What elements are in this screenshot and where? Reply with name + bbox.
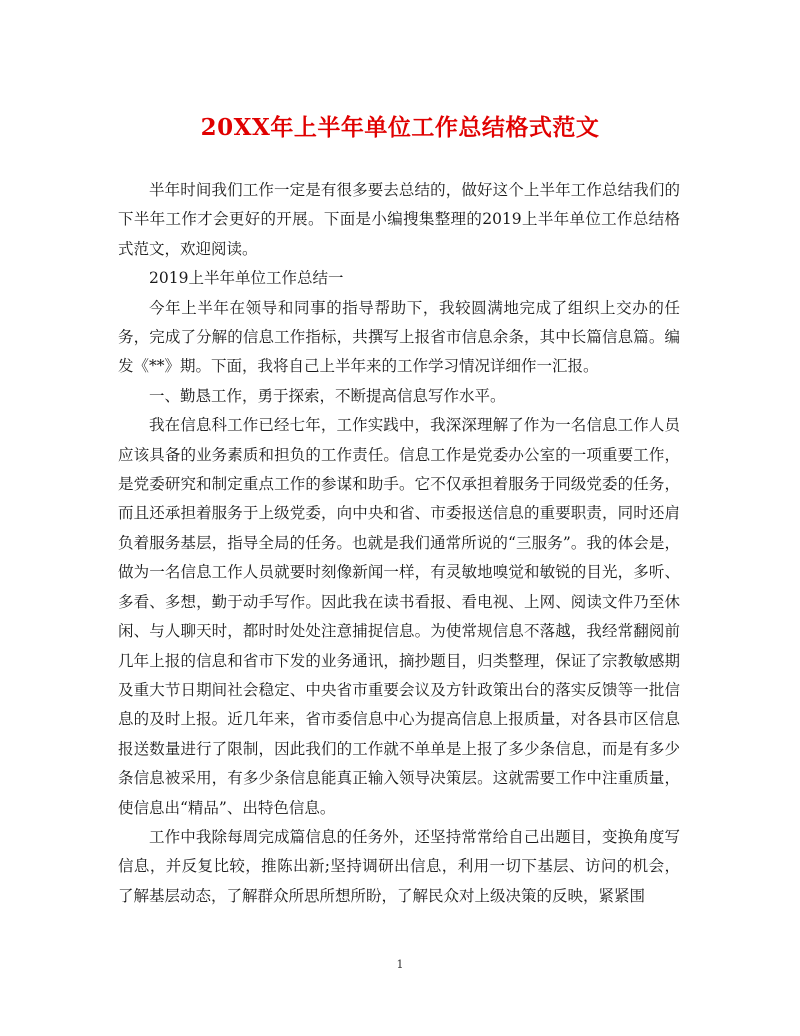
section-heading: 2019上半年单位工作总结一 [149,269,344,288]
document-body [118,176,680,911]
subsection-heading: 一、勤恳工作，勇于探索，不断提高信息写作水平。 [149,386,506,405]
document-title: 20XX年上半年单位工作总结格式范文 [200,114,600,141]
page-number: 1 [396,958,404,971]
paragraph: 工作中我除每周完成篇信息的任务外，还坚持常常给自己出题目，变换角度写信息，并反复比较，推陈出新;坚持调研出信息，利用一切下基层、访问的机会，了解基层动态，了解群众所思所想所盼，了解民众对上级决策的反映，紧紧围 [118,827,680,905]
paragraph-intro: 半年时间我们工作一定是有很多要去总结的，做好这个上半年工作总结我们的下半年工作才会更好的开展。下面是小编搜集整理的2019上半年单位工作总结格式范文，欢迎阅读。 [118,181,680,258]
paragraph: 今年上半年在领导和同事的指导帮助下，我较圆满地完成了组织上交办的任务，完成了分解的信息工作指标，共撰写上报省市信息余条，其中长篇信息篇。编发《**》期。下面，我将自己上半年来的工作学习情况详细作一汇报。 [118,298,680,376]
paragraph: 我在信息科工作已经七年，工作实践中，我深深理解了作为一名信息工作人员应该具备的业务素质和担负的工作责任。信息工作是党委办公室的一项重要工作，是党委研究和制定重点工作的参谋和助手。它不仅承担着服务于同级党委的任务，而且还承担着服务于上级党委，向中央和省、市委报送信息的重要职责，同时还肩负着服务基层，指导全局的任务。也就是我们通常所说的“三服务”。我的体会是，做为一名信息工作人员就要时刻像新闻一样，有灵敏地嗅觉和敏锐的目光，多听、多看、多想，勤于动手写作。因此我在读书看报、看电视、上网、阅读文件乃至休闲、与人聊天时，都时时处处注意捕捉信息。为使常规信息不落越，我经常翻阅前几年上报的信息和省市下发的业务通讯，摘抄题目，归类整理，保证了宗教敏感期及重大节日期间社会稳定、中央省市重要会议及方针政策出台的落实反馈等一批信息的及时上报。近几年来，省市委信息中心为提高信息上报质量，对各县市区信息报送数量进行了限制，因此我们的工作就不单单是上报了多少条信息，而是有多少条信息被采用，有多少条信息能真正输入领导决策层。这就需要工作中注重质量，使信息出“精品”、出特色信息。 [118,416,680,817]
